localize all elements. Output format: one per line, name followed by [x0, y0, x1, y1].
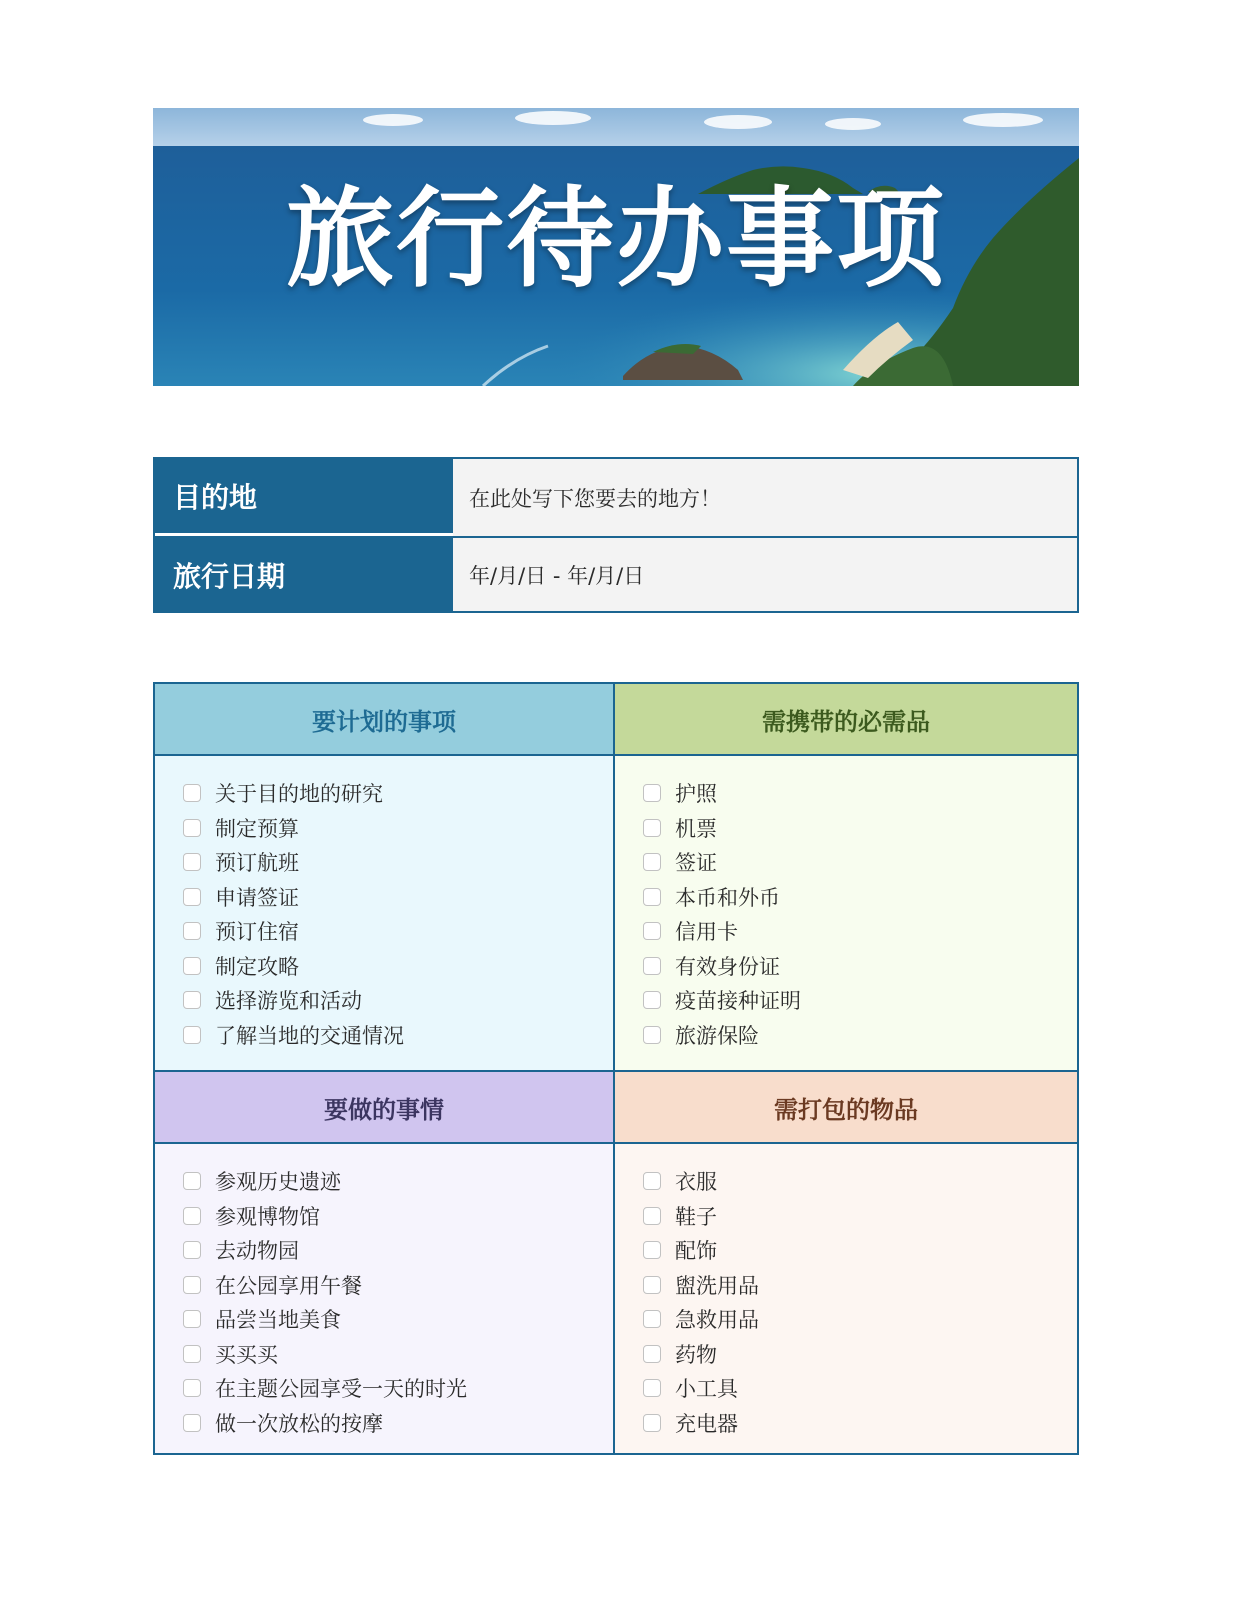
checklist-item-label: 信用卡 [675, 920, 738, 945]
checklist-item [183, 880, 613, 915]
checklist [615, 756, 1077, 1052]
checklist-item [643, 1302, 1077, 1337]
checklist-item-label: 药物 [675, 1342, 717, 1367]
checklist-item-label: 衣服 [675, 1170, 717, 1195]
checkbox[interactable] [183, 1379, 201, 1397]
checklist-item [183, 1268, 613, 1303]
checklist-item [643, 811, 1077, 846]
checkbox[interactable] [643, 991, 661, 1009]
section-activities [155, 1070, 613, 1453]
checklist-item [643, 914, 1077, 949]
checkbox[interactable] [643, 1026, 661, 1044]
checklist-item-label: 配饰 [675, 1239, 717, 1264]
checklist-item [183, 776, 613, 811]
checklist-item-label: 选择游览和活动 [215, 989, 362, 1014]
hero-title: 旅行待办事项 [285, 177, 946, 302]
checklist [615, 1144, 1077, 1440]
checkbox[interactable] [183, 957, 201, 975]
checklist-item-label: 去动物园 [215, 1239, 299, 1264]
checkbox[interactable] [183, 888, 201, 906]
checklist-item [183, 1406, 613, 1441]
checklist-item-label: 品尝当地美食 [215, 1308, 341, 1333]
checklist-item-label: 疫苗接种证明 [675, 989, 801, 1014]
hero-banner [153, 108, 1079, 386]
section-plan [155, 684, 613, 1070]
checklist-item-label: 在公园享用午餐 [215, 1273, 362, 1298]
checklist-item [643, 1233, 1077, 1268]
checklist-item-label: 旅游保险 [675, 1023, 759, 1048]
checkbox[interactable] [643, 957, 661, 975]
checklist-item [183, 811, 613, 846]
trip-info-table [153, 457, 1079, 613]
checklist-item [183, 1302, 613, 1337]
destination-row [155, 459, 1077, 538]
checklist-item [183, 1337, 613, 1372]
checkbox[interactable] [643, 1414, 661, 1432]
checklist-item-label: 了解当地的交通情况 [215, 1023, 404, 1048]
checklist-item [183, 1199, 613, 1234]
section-essentials [613, 684, 1077, 1070]
checklist-item-label: 签证 [675, 851, 717, 876]
checklist-item-label: 急救用品 [675, 1308, 759, 1333]
checklist-item-label: 参观博物馆 [215, 1204, 320, 1229]
checkbox[interactable] [183, 819, 201, 837]
checkbox[interactable] [643, 922, 661, 940]
checkbox[interactable] [643, 1379, 661, 1397]
checklist-item [183, 914, 613, 949]
checklist-item-label: 参观历史遗迹 [215, 1170, 341, 1195]
checklist-item [643, 776, 1077, 811]
checkbox[interactable] [183, 1241, 201, 1259]
checkbox[interactable] [643, 784, 661, 802]
destination-label: 目的地 [155, 459, 453, 536]
section-header: 要计划的事项 [155, 684, 613, 756]
destination-field[interactable]: 在此处写下您要去的地方！ [469, 487, 721, 511]
checklist-item-label: 本币和外币 [675, 885, 780, 910]
checklist-item [183, 1371, 613, 1406]
checklist-item-label: 鞋子 [675, 1204, 717, 1229]
checklist-item-label: 充电器 [675, 1411, 738, 1436]
checkbox[interactable] [643, 1310, 661, 1328]
travel-dates-label: 旅行日期 [155, 536, 453, 613]
checkbox[interactable] [643, 819, 661, 837]
checkbox[interactable] [183, 853, 201, 871]
checklist-item [643, 983, 1077, 1018]
checkbox[interactable] [183, 991, 201, 1009]
checklist-item [183, 983, 613, 1018]
checklist-item [643, 1018, 1077, 1053]
checkbox[interactable] [643, 1207, 661, 1225]
section-packing [613, 1070, 1077, 1453]
checkbox[interactable] [643, 1345, 661, 1363]
checklist-item [643, 1164, 1077, 1199]
checklist-item-label: 机票 [675, 816, 717, 841]
checkbox[interactable] [643, 1276, 661, 1294]
checklist-item-label: 做一次放松的按摩 [215, 1411, 383, 1436]
checkbox[interactable] [183, 1207, 201, 1225]
checklist-item [643, 949, 1077, 984]
checklist-item [183, 1164, 613, 1199]
checklist-item-label: 小工具 [675, 1377, 738, 1402]
checklist-item [183, 845, 613, 880]
section-header: 需携带的必需品 [615, 684, 1077, 756]
travel-dates-field[interactable]: 年/月/日 - 年/月/日 [469, 563, 645, 588]
checklist [155, 756, 613, 1052]
checklist-item [643, 845, 1077, 880]
section-header: 需打包的物品 [615, 1072, 1077, 1144]
checklist-item-label: 护照 [675, 782, 717, 807]
section-header: 要做的事情 [155, 1072, 613, 1144]
checkbox[interactable] [183, 922, 201, 940]
checkbox[interactable] [183, 1172, 201, 1190]
checklist-item [643, 1268, 1077, 1303]
checklist-item-label: 关于目的地的研究 [215, 782, 383, 807]
checklist-item [643, 1337, 1077, 1372]
checkbox[interactable] [183, 1414, 201, 1432]
checklist-item [183, 949, 613, 984]
checkbox[interactable] [643, 888, 661, 906]
checklist-item-label: 盥洗用品 [675, 1273, 759, 1298]
checkbox[interactable] [183, 1026, 201, 1044]
checkbox[interactable] [643, 853, 661, 871]
checklist-item-label: 制定预算 [215, 816, 299, 841]
checklist-item-label: 在主题公园享受一天的时光 [215, 1377, 467, 1402]
checkbox[interactable] [643, 1172, 661, 1190]
checklist-item [643, 880, 1077, 915]
checklist-item-label: 有效身份证 [675, 954, 780, 979]
checkbox[interactable] [183, 1345, 201, 1363]
checklist-item [643, 1371, 1077, 1406]
checklist-item-label: 制定攻略 [215, 954, 299, 979]
checklist-item-label: 申请签证 [215, 885, 299, 910]
checklist-item [643, 1199, 1077, 1234]
checklist [155, 1144, 613, 1440]
checkbox[interactable] [183, 1310, 201, 1328]
checklist-grid [153, 682, 1079, 1455]
checklist-item-label: 买买买 [215, 1342, 278, 1367]
checklist-item [183, 1018, 613, 1053]
checklist-item-label: 预订航班 [215, 851, 299, 876]
travel-dates-row [155, 536, 1077, 613]
checkbox[interactable] [183, 1276, 201, 1294]
checklist-item [643, 1406, 1077, 1441]
checkbox[interactable] [643, 1241, 661, 1259]
checklist-item [183, 1233, 613, 1268]
checklist-item-label: 预订住宿 [215, 920, 299, 945]
checkbox[interactable] [183, 784, 201, 802]
